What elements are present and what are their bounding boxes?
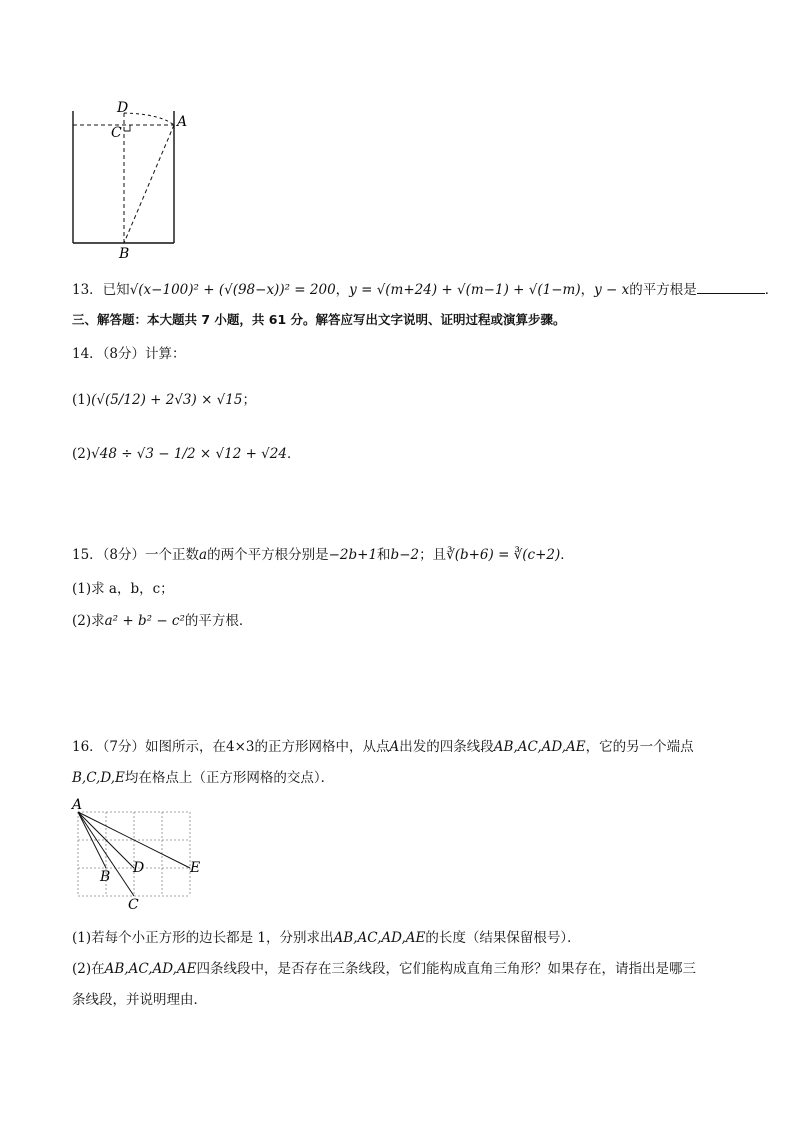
label-b: B [119,246,130,262]
grid-label-d: D [133,860,145,876]
q13-condition-1: √(x−100)² + (√(98−x))² = 200 [129,282,336,298]
question-16-heading: 16．（7分）如图所示，在4×3的正方形网格中，从点A出发的四条线段AB,AC,AD,AE，它的另一个端点 [72,739,694,755]
section-3-header: 三、解答题：本大题共 7 小题，共 61 分。解答应写出文字说明、证明过程或演算步骤。 [72,312,566,327]
question-14-part-1: (1)(√(5/12) + 2√3) × √15； [72,392,256,408]
question-14-heading: 14．（8分）计算： [72,346,186,362]
question-15-part-2: (2)求a² + b² − c²的平方根． [72,613,253,629]
label-c: C [111,125,122,141]
grid-label-b: B [100,869,111,885]
label-a: A [177,114,188,130]
figure-grid-diagram [66,795,216,915]
label-d: D [117,100,129,116]
q13-expression: y − x [594,282,630,298]
figure-container-diagram [60,96,200,262]
question-16-part-2: (2)在AB,AC,AD,AE四条线段中，是否存在三条线段，它们能构成直角三角形？如果存在，请指出是哪三 [72,961,696,977]
grid-label-a: A [72,797,83,813]
question-16-heading-cont: B,C,D,E均在格点上（正方形网格的交点）． [72,770,335,786]
question-16-part-2-cont: 条线段，并说明理由． [72,992,207,1008]
q14-part-1-expression: (√(5/12) + 2√3) × √15 [91,392,243,408]
question-15-part-1: (1)求 a，b，c； [72,581,174,597]
question-15-heading: 15．（8分）一个正数a的两个平方根分别是−2b+1和b−2；且∛(b+6) = ∛(c+2)． [72,547,574,563]
q13-condition-2: y = √(m+24) + √(m−1) + √(1−m) [349,282,581,298]
q15-condition: ∛(b+6) = ∛(c+2) [446,547,561,563]
question-14-part-2: (2)√48 ÷ √3 − 1/2 × √12 + √24． [72,446,301,462]
question-13: 13．已知√(x−100)² + (√(98−x))² = 200，y = √(m+24) + √(m−1) + √(1−m)，y − x的平方根是 ． [72,282,779,298]
grid-label-c: C [128,897,139,913]
q14-part-2-expression: √48 ÷ √3 − 1/2 × √12 + √24 [91,446,287,462]
grid-label-e: E [190,860,201,876]
question-16-part-1: (1)若每个小正方形的边长都是 1，分别求出AB,AC,AD,AE的长度（结果保留根号）． [72,930,581,946]
answer-blank[interactable] [697,281,765,294]
